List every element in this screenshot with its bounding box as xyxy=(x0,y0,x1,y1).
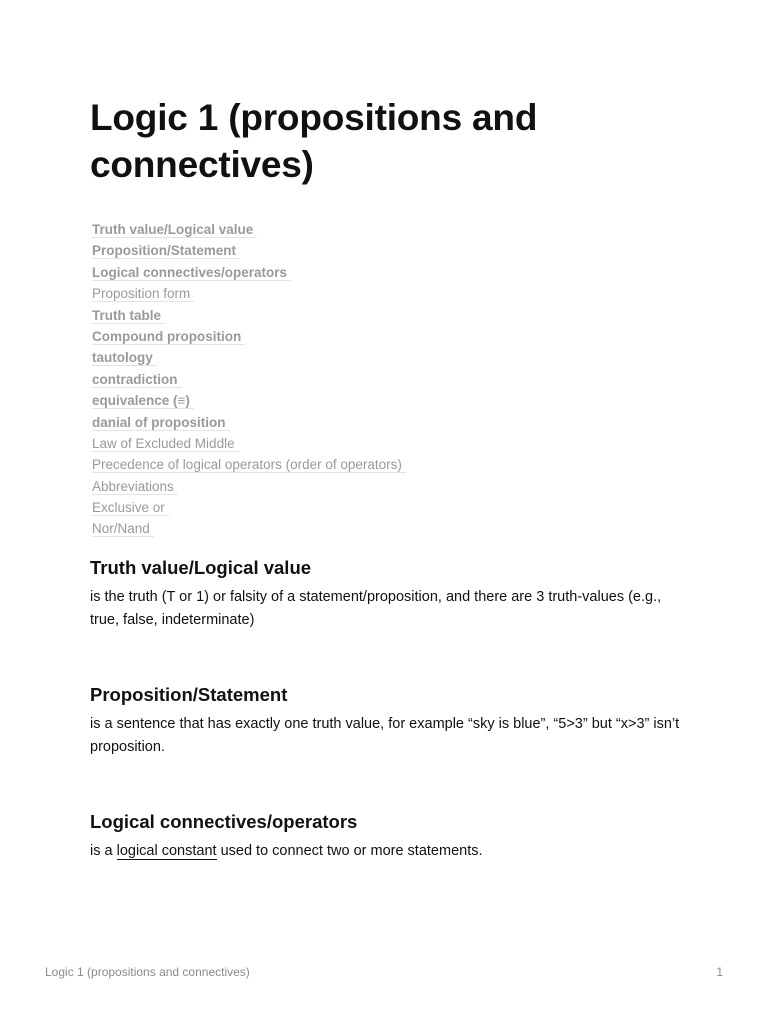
page-footer xyxy=(45,965,723,983)
body-text-suffix: used to connect two or more statements. xyxy=(216,842,483,859)
section-heading: Proposition/Statement xyxy=(90,683,288,705)
toc-item xyxy=(92,412,690,433)
toc-item xyxy=(92,433,690,454)
section-body xyxy=(90,840,680,864)
toc-item xyxy=(92,305,690,326)
toc-link[interactable]: tautology xyxy=(92,350,157,366)
section-heading: Logical connectives/operators xyxy=(90,810,358,832)
toc-link[interactable]: Logical connectives/operators xyxy=(92,265,291,281)
toc-item xyxy=(92,326,690,347)
toc-item xyxy=(92,219,690,240)
toc-item xyxy=(92,497,690,518)
section-truth-value xyxy=(90,556,690,633)
toc-link[interactable]: Truth table xyxy=(92,308,165,324)
footer-title: Logic 1 (propositions and connectives) xyxy=(45,965,250,979)
table-of-contents xyxy=(92,219,690,540)
section-proposition xyxy=(90,683,690,760)
footer-page-number: 1 xyxy=(716,965,723,979)
toc-link[interactable]: danial of proposition xyxy=(92,415,230,431)
toc-link[interactable]: Proposition/Statement xyxy=(92,243,240,259)
toc-item xyxy=(92,283,690,304)
toc-item xyxy=(92,476,690,497)
toc-link[interactable]: Exclusive or xyxy=(92,500,169,516)
toc-link[interactable]: Proposition form xyxy=(92,286,194,302)
toc-item xyxy=(92,240,690,261)
toc-item xyxy=(92,369,690,390)
toc-link[interactable]: Abbreviations xyxy=(92,479,178,495)
toc-item xyxy=(92,390,690,411)
toc-item xyxy=(92,347,690,368)
section-body: is a sentence that has exactly one truth value, for example “sky is blue”, “5>3” but “x>3” isn’t proposition. xyxy=(90,715,680,756)
toc-link[interactable]: Precedence of logical operators (order of operators) xyxy=(92,457,406,473)
toc-item xyxy=(92,454,690,475)
toc-link[interactable]: Nor/Nand xyxy=(92,521,154,537)
toc-item xyxy=(92,262,690,283)
toc-link[interactable]: Law of Excluded Middle xyxy=(92,436,239,452)
section-connectives xyxy=(90,810,690,864)
section-heading: Truth value/Logical value xyxy=(90,556,312,578)
toc-link[interactable]: Truth value/Logical value xyxy=(92,222,257,238)
toc-item xyxy=(92,518,690,539)
body-text-prefix: is a xyxy=(90,842,117,859)
document-page xyxy=(90,94,690,863)
toc-link[interactable]: contradiction xyxy=(92,372,182,388)
toc-link[interactable]: equivalence (≡) xyxy=(92,393,194,409)
page-title: Logic 1 (propositions and connectives) xyxy=(90,97,538,185)
section-body: is the truth (T or 1) or falsity of a statement/proposition, and there are 3 truth-values (e.g., true, false, indeterminate) xyxy=(90,588,662,629)
toc-link[interactable]: Compound proposition xyxy=(92,329,245,345)
logical-constant-link[interactable]: logical constant xyxy=(116,842,217,859)
